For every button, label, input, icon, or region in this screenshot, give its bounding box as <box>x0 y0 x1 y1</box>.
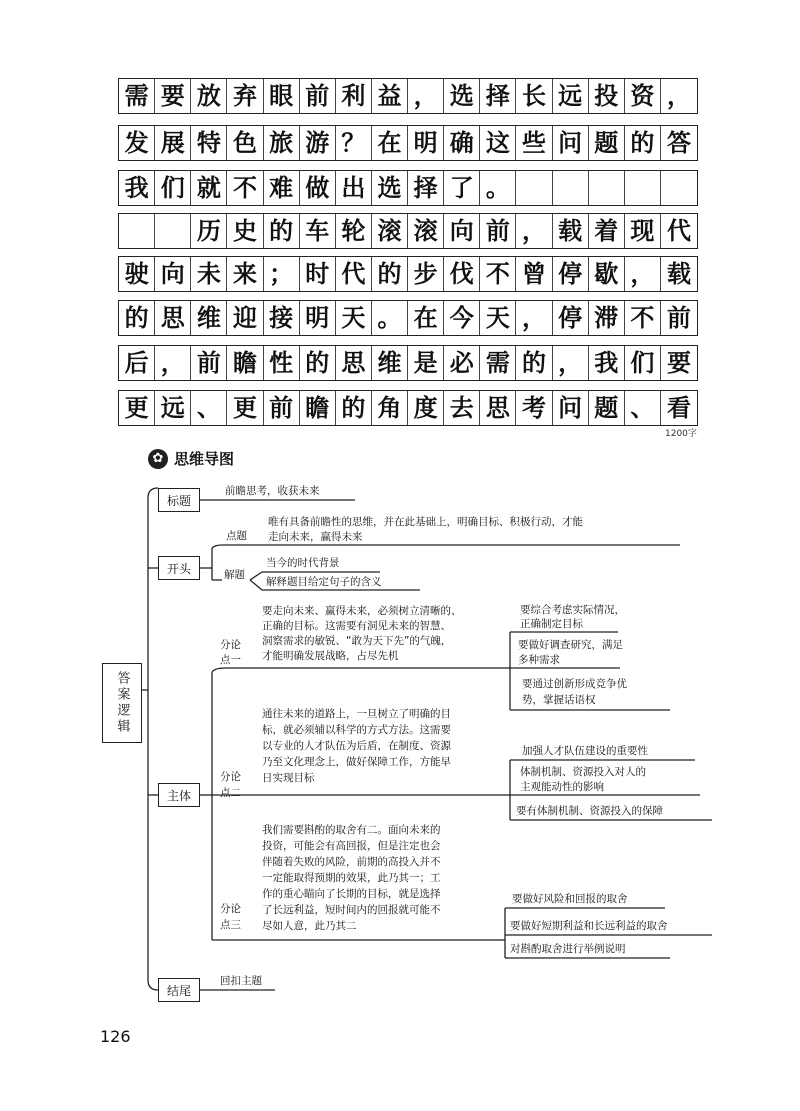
grid-cell: 停 <box>553 257 589 291</box>
grid-cell: 。 <box>372 301 408 335</box>
dianti-label: 点题 <box>226 530 247 542</box>
grid-cell: 代 <box>336 257 372 291</box>
grid-cell: ， <box>408 79 444 113</box>
grid-cell: ， <box>516 301 552 335</box>
grid-cell: 不 <box>480 257 516 291</box>
grid-cell: 利 <box>336 79 372 113</box>
dianti-line-2: 走向未来，赢得未来 <box>268 531 363 543</box>
grid-cell: 前 <box>264 391 300 425</box>
point3-text-1: 我们需要斟酌的取舍有二。面向未来的 <box>262 824 441 836</box>
grid-cell: 远 <box>553 79 589 113</box>
grid-cell: ； <box>264 257 300 291</box>
grid-cell: 思 <box>480 391 516 425</box>
grid-cell: 前 <box>480 214 516 248</box>
point1-sub2-line1: 要做好调查研究，满足 <box>518 639 623 651</box>
grid-cell: 难 <box>264 171 300 205</box>
grid-cell: 选 <box>444 79 480 113</box>
grid-cell: 向 <box>444 214 480 248</box>
grid-cell: 必 <box>444 346 480 380</box>
node-biaoti <box>158 488 200 512</box>
point1-sub1-line1: 要综合考虑实际情况， <box>520 604 625 616</box>
node-jiewei <box>158 978 200 1002</box>
point2-label-1: 分论 <box>220 771 241 783</box>
grid-cell: 选 <box>372 171 408 205</box>
grid-cell: 择 <box>480 79 516 113</box>
grid-cell: 的 <box>300 346 336 380</box>
point2-sub3: 要有体制机制、资源投入的保障 <box>516 805 663 817</box>
point1-sub3-line1: 要通过创新形成竞争优 <box>522 678 627 690</box>
grid-cell: ， <box>666 81 691 110</box>
grid-cell: 远 <box>155 391 191 425</box>
grid-cell: 眼 <box>264 79 300 113</box>
grid-cell: 、 <box>625 391 661 425</box>
grid-cell: 接 <box>264 301 300 335</box>
grid-cell: 确 <box>444 126 480 160</box>
gear-icon: ✿ <box>148 449 168 469</box>
root-label: 答案逻辑 <box>114 671 130 735</box>
grid-cell: ， <box>516 214 552 248</box>
grid-cell: 题 <box>589 391 625 425</box>
grid-cell: 歇 <box>589 257 625 291</box>
grid-cell: 维 <box>372 346 408 380</box>
grid-cell: 时 <box>300 257 336 291</box>
point1-sub1-line2: 正确制定目标 <box>520 618 583 630</box>
node-zhuti <box>158 783 200 807</box>
node-kaitou <box>158 556 200 580</box>
biaoti-text: 前瞻思考，收获未来 <box>225 485 320 497</box>
point3-text-5: 作的重心瞄向了长期的目标，就是选择 <box>262 888 441 900</box>
grid-cell: 是 <box>408 346 444 380</box>
grid-cell: 前 <box>666 303 691 332</box>
node-zhuti-label: 主体 <box>166 788 191 803</box>
point2-label-2: 点二 <box>220 787 241 799</box>
grid-cell: 更 <box>119 391 155 425</box>
jieti-item-2: 解释题目给定句子的含义 <box>266 576 382 588</box>
grid-cell: 车 <box>300 214 336 248</box>
grid-cell: 后 <box>119 346 155 380</box>
grid-cell: 问 <box>553 391 589 425</box>
grid-cell: 出 <box>336 171 372 205</box>
grid-cell: 们 <box>155 171 191 205</box>
grid-cell: 来 <box>227 257 263 291</box>
grid-cell: 就 <box>191 171 227 205</box>
grid-cell: 的 <box>625 126 661 160</box>
grid-cell: 维 <box>191 301 227 335</box>
jiewei-text: 回扣主题 <box>220 975 262 987</box>
grid-cell: 前 <box>191 346 227 380</box>
dianti-line-1: 唯有具备前瞻性的思维，并在此基础上，明确目标、积极行动，才能 <box>268 516 583 528</box>
point3-label-1: 分论 <box>220 903 241 915</box>
grid-cell: 要 <box>666 348 691 377</box>
point2-text-3: 以专业的人才队伍为后盾，在制度、资源 <box>262 740 451 752</box>
grid-cell: 看 <box>666 393 691 422</box>
grid-cell: 向 <box>155 257 191 291</box>
point2-sub2-line2: 主观能动性的影响 <box>520 781 604 793</box>
point1-text-3: 洞察需求的敏锐、“敢为天下先”的气魄， <box>262 635 452 647</box>
point3-sub3: 对斟酌取舍进行举例说明 <box>510 943 626 955</box>
point1-label-2: 点一 <box>220 654 241 666</box>
grid-cell: 不 <box>227 171 263 205</box>
grid-cell: 旅 <box>264 126 300 160</box>
grid-cell: ， <box>155 346 191 380</box>
grid-cell: ？ <box>336 126 372 160</box>
grid-cell: 性 <box>264 346 300 380</box>
grid-cell: 角 <box>372 391 408 425</box>
grid-cell: 前 <box>300 79 336 113</box>
grid-cell: 。 <box>480 171 516 205</box>
grid-cell: 放 <box>191 79 227 113</box>
grid-cell: 了 <box>444 171 480 205</box>
grid-cell: 天 <box>336 301 372 335</box>
grid-cell: 益 <box>372 79 408 113</box>
grid-cell: 资 <box>625 79 661 113</box>
grid-cell: 代 <box>666 216 691 245</box>
grid-cell: 思 <box>336 346 372 380</box>
grid-cell: 滚 <box>408 214 444 248</box>
grid-cell: 瞻 <box>300 391 336 425</box>
grid-cell: 去 <box>444 391 480 425</box>
mindmap-root <box>102 663 142 743</box>
grid-cell: 明 <box>408 126 444 160</box>
point1-text-2: 正确的目标。这需要有洞见未来的智慧、 <box>262 620 451 632</box>
grid-cell: 的 <box>516 346 552 380</box>
grid-cell: 伐 <box>444 257 480 291</box>
point3-text-7: 尽如人意，此乃其二 <box>262 920 357 932</box>
point3-text-4: 一定能取得预期的效果，此乃其一；工 <box>262 872 441 884</box>
point3-sub1: 要做好风险和回报的取舍 <box>512 893 628 905</box>
node-kaitou-label: 开头 <box>166 561 191 576</box>
point1-text-4: 才能明确发展战略，占尽先机 <box>262 650 399 662</box>
jieti-label: 解题 <box>224 569 245 581</box>
node-jiewei-label: 结尾 <box>166 983 191 998</box>
grid-cell: 的 <box>372 257 408 291</box>
grid-cell: 瞻 <box>227 346 263 380</box>
grid-cell: 滚 <box>372 214 408 248</box>
grid-cell: 的 <box>336 391 372 425</box>
point2-text-1: 通往未来的道路上，一旦树立了明确的目 <box>262 708 451 720</box>
grid-cell: 不 <box>625 301 661 335</box>
grid-cell: 长 <box>516 79 552 113</box>
grid-cell: 载 <box>666 259 691 288</box>
point2-text-4: 乃至文化理念上，做好保障工作，方能早 <box>262 756 451 768</box>
grid-cell: 在 <box>372 126 408 160</box>
grid-cell: 做 <box>300 171 336 205</box>
grid-cell: 我 <box>589 346 625 380</box>
point3-text-3: 伴随着失败的风险，前期的高投入并不 <box>262 856 441 868</box>
grid-cell: 这 <box>480 126 516 160</box>
grid-cell: 今 <box>444 301 480 335</box>
grid-cell: 答 <box>666 128 691 157</box>
grid-cell: 展 <box>155 126 191 160</box>
grid-cell: 载 <box>553 214 589 248</box>
grid-cell: 的 <box>264 214 300 248</box>
grid-cell: 曾 <box>516 257 552 291</box>
grid-cell: 的 <box>119 301 155 335</box>
grid-cell: 、 <box>191 391 227 425</box>
point1-label-1: 分论 <box>220 639 241 651</box>
point3-text-2: 投资，可能会有高回报，但是注定也会 <box>262 840 441 852</box>
point2-sub1: 加强人才队伍建设的重要性 <box>522 745 648 757</box>
grid-cell: 天 <box>480 301 516 335</box>
grid-cell: 投 <box>589 79 625 113</box>
grid-cell: 明 <box>300 301 336 335</box>
grid-cell: 度 <box>408 391 444 425</box>
grid-cell: 色 <box>227 126 263 160</box>
grid-cell: 轮 <box>336 214 372 248</box>
point2-text-2: 标，就必须辅以科学的方式方法。这需要 <box>262 724 451 736</box>
grid-cell: 游 <box>300 126 336 160</box>
grid-cell: 考 <box>516 391 552 425</box>
jieti-item-1: 当今的时代背景 <box>266 557 340 569</box>
grid-cell: 驶 <box>119 257 155 291</box>
grid-cell: 题 <box>589 126 625 160</box>
point3-sub2: 要做好短期利益和长远利益的取舍 <box>510 920 668 932</box>
grid-cell: ， <box>625 257 661 291</box>
grid-cell: 些 <box>516 126 552 160</box>
grid-cell: 弃 <box>227 79 263 113</box>
point1-sub3-line2: 势，掌握话语权 <box>522 694 596 706</box>
grid-cell: 未 <box>191 257 227 291</box>
word-count: 1200字 <box>665 429 697 439</box>
grid-cell: 停 <box>553 301 589 335</box>
grid-cell: 思 <box>155 301 191 335</box>
grid-cell: 发 <box>119 126 155 160</box>
page-number: 126 <box>100 1027 131 1046</box>
grid-cell: 们 <box>625 346 661 380</box>
grid-cell: 特 <box>191 126 227 160</box>
grid-cell: 我 <box>119 171 155 205</box>
grid-cell: 在 <box>408 301 444 335</box>
grid-cell: 滞 <box>589 301 625 335</box>
grid-cell: 历 <box>191 214 227 248</box>
grid-cell: 现 <box>625 214 661 248</box>
grid-cell: 需 <box>480 346 516 380</box>
grid-cell: 着 <box>589 214 625 248</box>
point1-sub2-line2: 多种需求 <box>518 654 560 666</box>
grid-cell: 择 <box>408 171 444 205</box>
grid-cell: 步 <box>408 257 444 291</box>
grid-cell: 需 <box>119 79 155 113</box>
grid-cell: 迎 <box>227 301 263 335</box>
grid-cell: 史 <box>227 214 263 248</box>
mindmap-heading-text: 思维导图 <box>174 450 235 468</box>
point3-text-6: 了长远利益，短时间内的回报就可能不 <box>262 904 441 916</box>
grid-cell: 要 <box>155 79 191 113</box>
point2-sub2-line1: 体制机制、资源投入对人的 <box>520 766 646 778</box>
grid-cell: ， <box>553 346 589 380</box>
point1-text-1: 要走向未来、赢得未来，必须树立清晰的、 <box>262 605 462 617</box>
grid-cell: 更 <box>227 391 263 425</box>
grid-cell: 问 <box>553 126 589 160</box>
node-biaoti-label: 标题 <box>166 493 191 508</box>
point2-text-5: 日实现目标 <box>262 772 315 784</box>
point3-label-2: 点三 <box>220 919 241 931</box>
